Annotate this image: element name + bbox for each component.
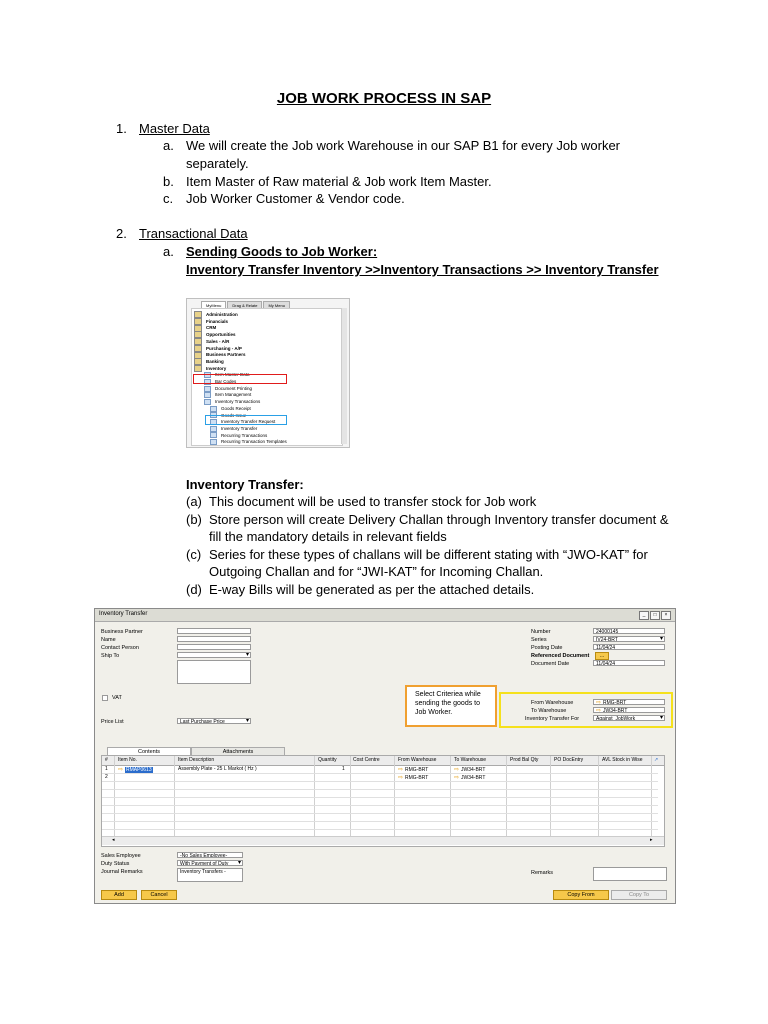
nav-item-label: Inventory Transfer xyxy=(221,425,258,431)
remarks-label: Remarks xyxy=(531,870,554,876)
section-2-number: 2. xyxy=(116,226,127,241)
nav-item-label: Inventory Transactions xyxy=(215,399,261,405)
row2-from: ⇨ RMG-BRT xyxy=(398,775,429,781)
col-costcentre: Cost Centre xyxy=(353,757,380,763)
nav-item-label: Goods Receipt xyxy=(221,405,251,411)
window-title: Inventory Transfer xyxy=(99,611,148,617)
menu-path: Inventory Transfer Inventory >>Inventory Transactions >> Inventory Transfer xyxy=(186,262,659,277)
nav-item-label: Goods Issue xyxy=(221,412,247,418)
bp-field[interactable] xyxy=(177,628,251,634)
nav-item-label: Banking xyxy=(206,358,224,364)
expand-icon[interactable]: ↗ xyxy=(654,757,659,763)
remarks-field[interactable] xyxy=(593,867,667,881)
document-title: JOB WORK PROCESS IN SAP xyxy=(276,90,492,107)
series-dropdown[interactable]: IV24-BRT ▾ xyxy=(593,636,665,642)
tab-contents[interactable]: Contents xyxy=(107,747,191,756)
note-b-line2: fill the mandatory details in relevant fields xyxy=(209,529,447,544)
link-arrow-icon[interactable]: ⇨ xyxy=(596,708,602,713)
docdate-field[interactable]: 11/04/24 xyxy=(593,660,665,666)
highlight-inventory-transactions xyxy=(205,412,287,425)
col-itemno: Item No. xyxy=(118,757,137,763)
item-b-line1: Item Master of Raw material & Job work Item Master. xyxy=(186,174,492,189)
copy-from-button[interactable]: Copy From xyxy=(553,890,609,900)
nav-item-label: CRM xyxy=(206,325,217,331)
note-d-marker: (d) xyxy=(186,582,202,597)
nav-tab-mymenu: MyMenu xyxy=(201,301,226,309)
transfer-for-dropdown[interactable]: Against_JobWork ▾ xyxy=(593,715,665,721)
section-2-heading: Transactional Data xyxy=(139,226,248,241)
nav-item-label: Administration xyxy=(206,312,238,317)
nav-item-label: Item Management xyxy=(215,392,252,398)
col-prodbal: Prod Bal Qty xyxy=(510,757,539,763)
link-arrow-icon[interactable]: ⇨ xyxy=(118,767,124,773)
inventory-transfer-window xyxy=(94,608,676,904)
vat-checkbox[interactable] xyxy=(102,695,108,701)
refdoc-button[interactable]: ... xyxy=(595,652,609,660)
copy-to-button[interactable]: Copy To xyxy=(611,890,667,900)
name-label: Name xyxy=(101,637,116,643)
transfer-for-label: Inventory Transfer For xyxy=(525,716,580,722)
row1-item-link[interactable]: ⇨ RMAP0613 xyxy=(118,767,152,773)
nav-scrollbar xyxy=(341,308,347,444)
nav-item-label: Document Printing xyxy=(215,385,253,391)
col-fromwh: From Warehouse xyxy=(398,757,437,763)
nav-item-label: Item Master Data xyxy=(215,372,250,378)
row1-qty: 1 xyxy=(342,766,345,772)
scroll-right-icon[interactable]: ▸ xyxy=(650,837,653,843)
section-1-heading: Master Data xyxy=(139,121,210,136)
series-label: Series xyxy=(531,637,547,643)
shipto-dropdown[interactable] xyxy=(177,652,251,658)
nav-item-label: Sales - A/R xyxy=(206,338,230,344)
shipto-label: Ship To xyxy=(101,653,120,659)
nav-item-label: Recurring Transactions xyxy=(221,432,268,438)
col-podoc: PO DocEntry xyxy=(554,757,584,763)
name-field[interactable] xyxy=(177,636,251,642)
item-a-line2: separately. xyxy=(186,156,249,171)
note-a-line1: This document will be used to transfer stock for Job work xyxy=(209,494,537,509)
add-button[interactable]: Add xyxy=(101,890,137,900)
col-towh: To Warehouse xyxy=(454,757,487,763)
journal-field[interactable]: Inventory Transfers - xyxy=(177,868,243,882)
to-wh-field[interactable]: ⇨ JW34-BRT xyxy=(593,707,665,713)
horizontal-scrollbar[interactable] xyxy=(102,836,664,845)
window-titlebar xyxy=(95,609,675,622)
shipto-address[interactable] xyxy=(177,660,251,684)
note-c-marker: (c) xyxy=(186,547,202,562)
item-c-line1: Job Worker Customer & Vendor code. xyxy=(186,191,405,206)
row2-num: 2 xyxy=(105,774,108,780)
note-b-line1: Store person will create Delivery Challan through Inventory transfer document & xyxy=(209,512,669,527)
folder-icon xyxy=(194,365,202,372)
nav-item-label: Inventory Transfer Request xyxy=(221,419,276,425)
number-label: Number xyxy=(531,629,551,635)
nav-item-label: Opportunities xyxy=(206,332,236,338)
nav-item-label: Financials xyxy=(206,318,229,324)
contact-field[interactable] xyxy=(177,644,251,650)
minimize-icon[interactable]: _ xyxy=(639,611,649,620)
cancel-button[interactable]: Cancel xyxy=(141,890,177,900)
number-field[interactable]: 24000145 xyxy=(593,628,665,634)
scroll-left-icon[interactable]: ◂ xyxy=(112,837,115,843)
bp-label: Business Partner xyxy=(101,629,143,635)
nav-item-label: Bar Codes xyxy=(215,379,237,384)
nav-item-label: Business Partners xyxy=(206,352,246,358)
contact-label: Contact Person xyxy=(101,645,139,651)
link-arrow-icon[interactable]: ⇨ xyxy=(596,700,602,705)
pricelist-dropdown[interactable]: Last Purchase Price ▾ xyxy=(177,718,251,724)
note-b-marker: (b) xyxy=(186,512,202,527)
item-a-line1: We will create the Job work Warehouse in our SAP B1 for every Job worker xyxy=(186,138,621,153)
from-wh-label: From Warehouse xyxy=(531,700,574,706)
close-icon[interactable]: × xyxy=(661,611,671,620)
from-wh-field[interactable]: ⇨ RMG-BRT xyxy=(593,699,665,705)
highlight-inventory xyxy=(193,374,287,384)
items-grid xyxy=(101,755,665,847)
maximize-icon[interactable]: □ xyxy=(650,611,660,620)
col-num: # xyxy=(105,757,108,763)
notes-heading: Inventory Transfer: xyxy=(186,477,304,492)
row2-to: ⇨ JW34-BRT xyxy=(454,775,486,781)
duty-dropdown[interactable]: With Payment of Duty ▾ xyxy=(177,860,243,866)
section-1-number: 1. xyxy=(116,121,127,136)
nav-tab-drag-relate: Drag & Relate xyxy=(227,301,262,309)
sales-emp-label: Sales Employee xyxy=(101,853,141,859)
posting-field[interactable]: 11/04/24 xyxy=(593,644,665,650)
note-c-line1: Series for these types of challans will be different stating with “JWO-KAT” for xyxy=(209,547,648,562)
note-a-marker: (a) xyxy=(186,494,202,509)
item-a-marker: a. xyxy=(163,138,174,153)
item-c-marker: c. xyxy=(163,191,174,206)
sap-menu-screenshot xyxy=(186,298,350,448)
row1-to: ⇨ JW34-BRT xyxy=(454,767,486,773)
sub-a-marker: a. xyxy=(163,244,174,259)
row1-num: 1 xyxy=(105,766,108,772)
to-wh-label: To Warehouse xyxy=(531,708,567,714)
sub-a-heading: Sending Goods to Job Worker: xyxy=(186,244,378,259)
nav-tab-my-menu: My Menu xyxy=(263,301,289,309)
nav-item-label: Inventory xyxy=(206,365,227,371)
col-qty: Quantity xyxy=(318,757,337,763)
col-desc: Item Description xyxy=(178,757,215,763)
sales-emp-field[interactable]: -No Sales Employee- xyxy=(177,852,243,858)
nav-item-label: Purchasing - A/P xyxy=(206,345,242,351)
row1-from: ⇨ RMG-BRT xyxy=(398,767,429,773)
journal-label: Journal Remarks xyxy=(101,869,143,875)
col-avlstock: AVL Stock in Wise xyxy=(602,757,643,763)
nav-item[interactable] xyxy=(210,438,287,445)
posting-label: Posting Date xyxy=(531,645,563,651)
note-d-line1: E-way Bills will be generated as per the attached details. xyxy=(209,582,535,597)
grid-header xyxy=(102,756,664,766)
tab-attachments[interactable]: Attachments xyxy=(191,747,285,756)
criteria-callout: Select Criteriea while sending the goods to Job Worker. xyxy=(405,685,497,727)
note-c-line2: Outgoing Challan and for “JWI-KAT” for Incoming Challan. xyxy=(209,564,544,579)
docdate-label: Document Date xyxy=(531,661,570,667)
item-b-marker: b. xyxy=(163,174,174,189)
document-icon xyxy=(210,439,217,445)
pricelist-label: Price List xyxy=(101,719,124,725)
vat-label: VAT xyxy=(112,695,122,701)
nav-item-label: Recurring Transaction Templates xyxy=(221,439,287,445)
refdoc-label: Referenced Document xyxy=(531,653,590,659)
row1-desc: Assembly Plate - 25 L Markot ( Hz ) xyxy=(178,766,257,772)
duty-label: Duty Status xyxy=(101,861,130,867)
